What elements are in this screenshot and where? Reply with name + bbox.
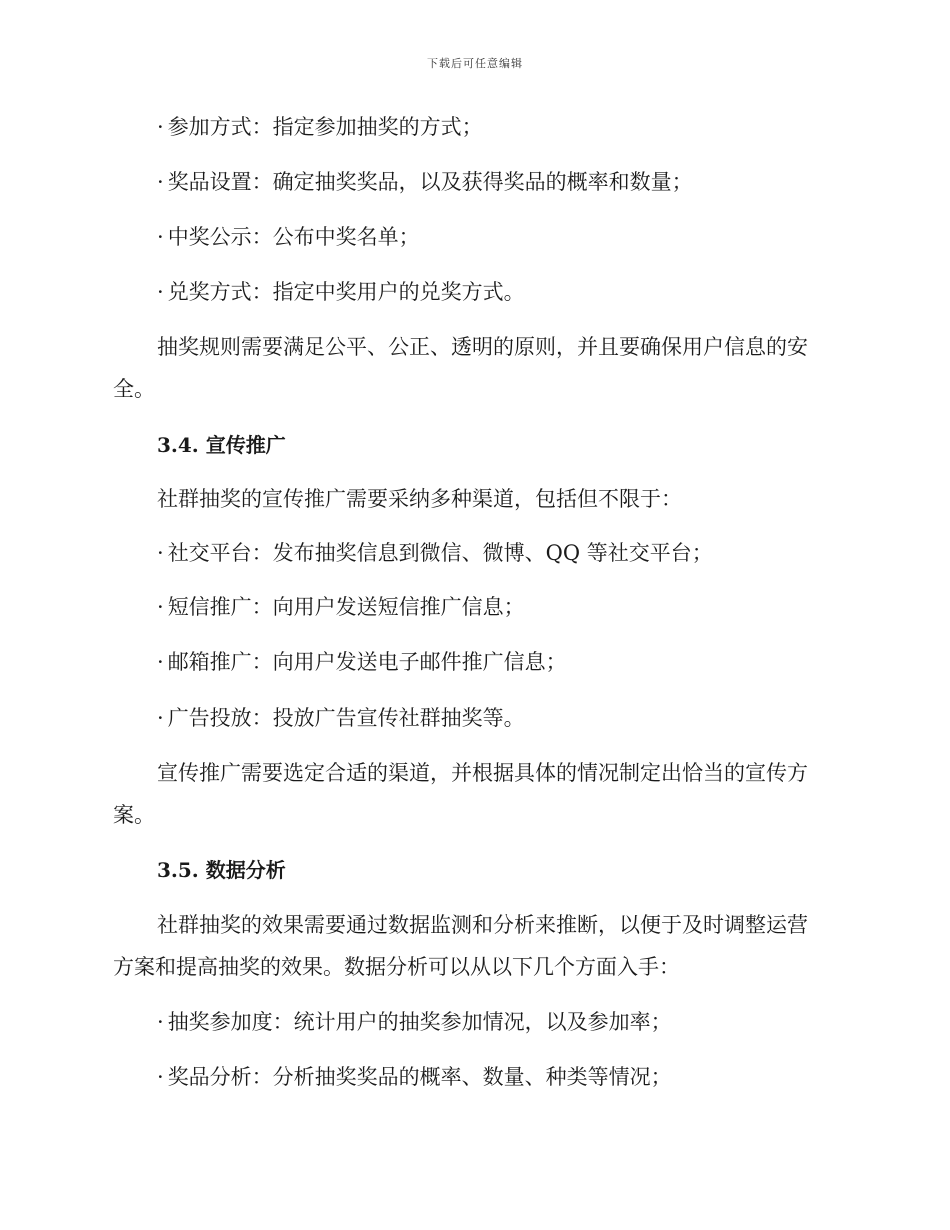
- bullet-dot: ·: [157, 115, 164, 139]
- paragraph-line: 社群抽奖的效果需要通过数据监测和分析来推断，以便于及时调整运营: [157, 913, 808, 937]
- bullet-dot: ·: [157, 595, 164, 619]
- bullet-item: [157, 540, 713, 566]
- bullet-dot: ·: [157, 1010, 164, 1034]
- bullet-item: [157, 114, 483, 140]
- bullet-item: [157, 1064, 672, 1090]
- page-header: 下载后可任意编辑: [427, 57, 523, 70]
- bullet-item: [157, 649, 567, 675]
- bullet-item: [157, 1009, 672, 1035]
- bullet-dot: ·: [157, 1065, 164, 1089]
- section-heading: 3.5. 数据分析: [157, 858, 286, 882]
- paragraph-line: 全。: [113, 377, 155, 401]
- bullet-text: 中奖公示：公布中奖名单；: [167, 225, 420, 249]
- paragraph-line: 社群抽奖的宣传推广需要采纳多种渠道，包括但不限于：: [157, 487, 682, 511]
- bullet-text: 抽奖参加度：统计用户的抽奖参加情况，以及参加率；: [167, 1010, 672, 1034]
- bullet-dot: ·: [157, 706, 164, 730]
- paragraph-line: 案。: [113, 803, 155, 827]
- bullet-text: 社交平台：发布抽奖信息到微信、微博、QQ 等社交平台；: [167, 541, 713, 565]
- bullet-text: 参加方式：指定参加抽奖的方式；: [167, 115, 483, 139]
- bullet-dot: ·: [157, 650, 164, 674]
- section-heading: 3.4. 宣传推广: [157, 433, 286, 457]
- bullet-dot: ·: [157, 225, 164, 249]
- paragraph-line: 宣传推广需要选定合适的渠道，并根据具体的情况制定出恰当的宣传方: [157, 761, 808, 785]
- bullet-item: [157, 594, 525, 620]
- bullet-text: 邮箱推广：向用户发送电子邮件推广信息；: [167, 650, 567, 674]
- bullet-text: 广告投放：投放广告宣传社群抽奖等。: [167, 706, 525, 730]
- bullet-dot: ·: [157, 170, 164, 194]
- bullet-text: 奖品分析：分析抽奖奖品的概率、数量、种类等情况；: [167, 1065, 672, 1089]
- bullet-text: 兑奖方式：指定中奖用户的兑奖方式。: [167, 280, 525, 304]
- bullet-dot: ·: [157, 280, 164, 304]
- bullet-item: [157, 279, 525, 305]
- paragraph-line: 方案和提高抽奖的效果。数据分析可以从以下几个方面入手：: [113, 955, 680, 979]
- bullet-item: [157, 169, 693, 195]
- bullet-dot: ·: [157, 541, 164, 565]
- bullet-item: [157, 705, 525, 731]
- bullet-text: 奖品设置：确定抽奖奖品，以及获得奖品的概率和数量；: [167, 170, 693, 194]
- bullet-item: [157, 224, 420, 250]
- bullet-text: 短信推广：向用户发送短信推广信息；: [167, 595, 525, 619]
- paragraph-line: 抽奖规则需要满足公平、公正、透明的原则，并且要确保用户信息的安: [157, 335, 808, 359]
